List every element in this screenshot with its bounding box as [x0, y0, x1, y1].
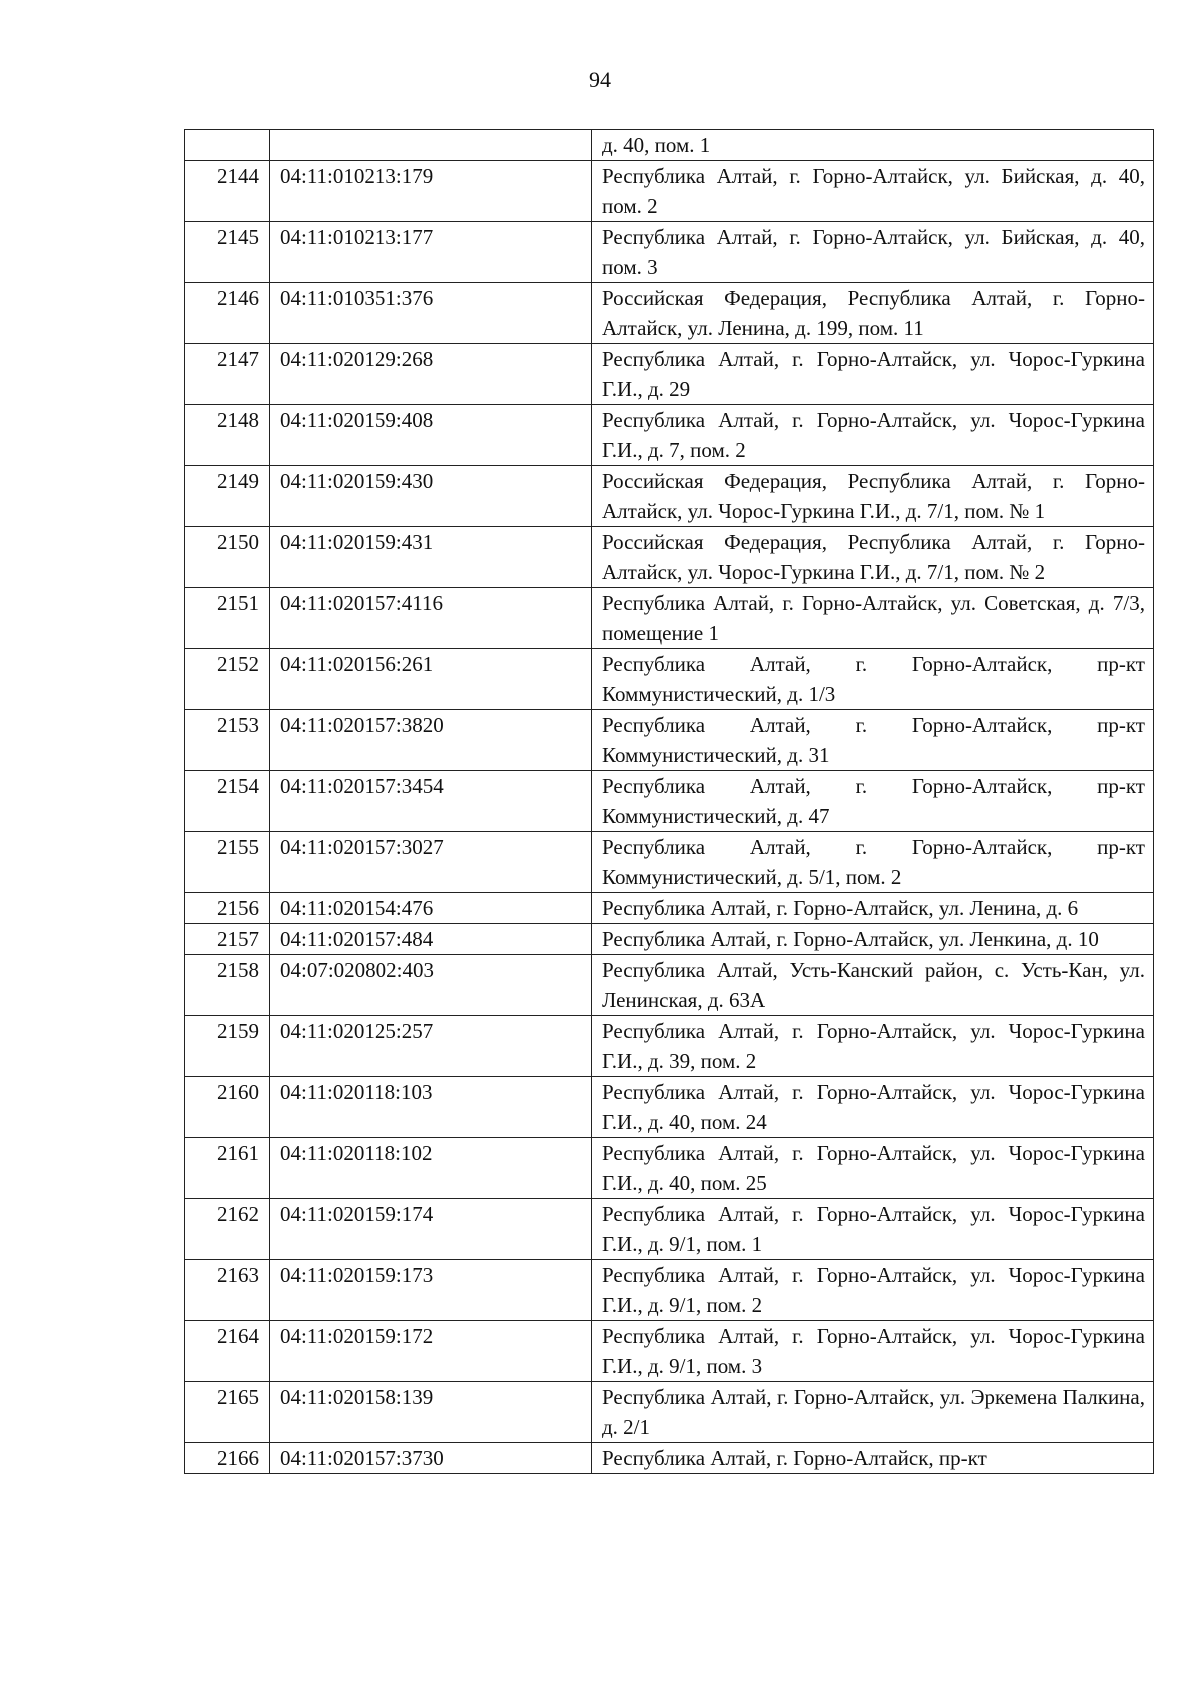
- property-address: Российская Федерация, Республика Алтай, г. Горно-Алтайск, ул. Чорос-Гуркина Г.И., д. 7/1, пом. № 1: [592, 466, 1154, 527]
- cadastral-number: 04:07:020802:403: [270, 955, 592, 1016]
- property-address: Российская Федерация, Республика Алтай, г. Горно-Алтайск, ул. Ленина, д. 199, пом. 11: [592, 283, 1154, 344]
- cadastral-number: 04:11:020158:139: [270, 1382, 592, 1443]
- cadastral-number: [270, 130, 592, 161]
- table-row: [185, 161, 1154, 222]
- property-address: Республика Алтай, г. Горно-Алтайск, пр-кт Коммунистический, д. 1/3: [592, 649, 1154, 710]
- cadastral-number: 04:11:020157:4116: [270, 588, 592, 649]
- page-number: 94: [589, 67, 611, 92]
- property-address: Российская Федерация, Республика Алтай, г. Горно-Алтайск, ул. Чорос-Гуркина Г.И., д. 7/1, пом. № 2: [592, 527, 1154, 588]
- cadastral-number: 04:11:020154:476: [270, 893, 592, 924]
- row-number: 2157: [185, 924, 270, 955]
- table-row: [185, 588, 1154, 649]
- property-address: Республика Алтай, г. Горно-Алтайск, ул. Советская, д. 7/3, помещение 1: [592, 588, 1154, 649]
- table-row: [185, 1382, 1154, 1443]
- row-number: 2146: [185, 283, 270, 344]
- row-number: 2147: [185, 344, 270, 405]
- property-address: Республика Алтай, г. Горно-Алтайск, ул. Эркемена Палкина, д. 2/1: [592, 1382, 1154, 1443]
- row-number: 2155: [185, 832, 270, 893]
- table-row: [185, 1443, 1154, 1474]
- cadastral-number: 04:11:020118:103: [270, 1077, 592, 1138]
- table-row: [185, 283, 1154, 344]
- cadastral-number: 04:11:020118:102: [270, 1138, 592, 1199]
- cadastral-number: 04:11:020125:257: [270, 1016, 592, 1077]
- row-number: 2159: [185, 1016, 270, 1077]
- row-number: 2160: [185, 1077, 270, 1138]
- cadastral-number: 04:11:010213:177: [270, 222, 592, 283]
- row-number: 2165: [185, 1382, 270, 1443]
- table-row: [185, 1077, 1154, 1138]
- row-number: 2145: [185, 222, 270, 283]
- property-address: Республика Алтай, г. Горно-Алтайск, ул. Чорос-Гуркина Г.И., д. 40, пом. 25: [592, 1138, 1154, 1199]
- row-number: 2158: [185, 955, 270, 1016]
- cadastral-number: 04:11:020129:268: [270, 344, 592, 405]
- row-number: 2154: [185, 771, 270, 832]
- registry-table-body: [185, 130, 1154, 1474]
- cadastral-number: 04:11:020157:3454: [270, 771, 592, 832]
- table-row: [185, 130, 1154, 161]
- property-address: Республика Алтай, г. Горно-Алтайск, пр-кт Коммунистический, д. 5/1, пом. 2: [592, 832, 1154, 893]
- table-row: [185, 405, 1154, 466]
- cadastral-number: 04:11:020159:174: [270, 1199, 592, 1260]
- cadastral-number: 04:11:020157:3730: [270, 1443, 592, 1474]
- property-address: д. 40, пом. 1: [592, 130, 1154, 161]
- cadastral-number: 04:11:020156:261: [270, 649, 592, 710]
- row-number: 2164: [185, 1321, 270, 1382]
- property-address: Республика Алтай, г. Горно-Алтайск, ул. Чорос-Гуркина Г.И., д. 9/1, пом. 1: [592, 1199, 1154, 1260]
- row-number: 2161: [185, 1138, 270, 1199]
- row-number: 2162: [185, 1199, 270, 1260]
- cadastral-number: 04:11:010351:376: [270, 283, 592, 344]
- row-number: 2150: [185, 527, 270, 588]
- cadastral-number: 04:11:020159:172: [270, 1321, 592, 1382]
- row-number: [185, 130, 270, 161]
- property-address: Республика Алтай, г. Горно-Алтайск, пр-кт Коммунистический, д. 47: [592, 771, 1154, 832]
- property-address: Республика Алтай, г. Горно-Алтайск, ул. Ленкина, д. 10: [592, 924, 1154, 955]
- cadastral-number: 04:11:010213:179: [270, 161, 592, 222]
- row-number: 2152: [185, 649, 270, 710]
- property-address: Республика Алтай, г. Горно-Алтайск, ул. Чорос-Гуркина Г.И., д. 29: [592, 344, 1154, 405]
- table-row: [185, 1199, 1154, 1260]
- property-address: Республика Алтай, г. Горно-Алтайск, ул. Чорос-Гуркина Г.И., д. 40, пом. 24: [592, 1077, 1154, 1138]
- table-row: [185, 527, 1154, 588]
- table-row: [185, 1321, 1154, 1382]
- property-address: Республика Алтай, г. Горно-Алтайск, пр-кт Коммунистический, д. 31: [592, 710, 1154, 771]
- table-row: [185, 1138, 1154, 1199]
- table-row: [185, 222, 1154, 283]
- cadastral-number: 04:11:020159:408: [270, 405, 592, 466]
- property-address: Республика Алтай, г. Горно-Алтайск, ул. Чорос-Гуркина Г.И., д. 9/1, пом. 2: [592, 1260, 1154, 1321]
- property-address: Республика Алтай, г. Горно-Алтайск, пр-кт: [592, 1443, 1154, 1474]
- table-row: [185, 955, 1154, 1016]
- table-row: [185, 893, 1154, 924]
- table-row: [185, 466, 1154, 527]
- property-address: Республика Алтай, Усть-Канский район, с. Усть-Кан, ул. Ленинская, д. 63А: [592, 955, 1154, 1016]
- cadastral-number: 04:11:020157:3027: [270, 832, 592, 893]
- property-registry-table: [184, 129, 1154, 1474]
- table-row: [185, 1016, 1154, 1077]
- row-number: 2163: [185, 1260, 270, 1321]
- property-address: Республика Алтай, г. Горно-Алтайск, ул. Чорос-Гуркина Г.И., д. 9/1, пом. 3: [592, 1321, 1154, 1382]
- table-row: [185, 771, 1154, 832]
- cadastral-number: 04:11:020159:173: [270, 1260, 592, 1321]
- table-row: [185, 344, 1154, 405]
- cadastral-number: 04:11:020159:431: [270, 527, 592, 588]
- table-row: [185, 710, 1154, 771]
- cadastral-number: 04:11:020157:484: [270, 924, 592, 955]
- property-address: Республика Алтай, г. Горно-Алтайск, ул. Бийская, д. 40, пом. 3: [592, 222, 1154, 283]
- row-number: 2149: [185, 466, 270, 527]
- cadastral-number: 04:11:020159:430: [270, 466, 592, 527]
- row-number: 2156: [185, 893, 270, 924]
- cadastral-number: 04:11:020157:3820: [270, 710, 592, 771]
- row-number: 2148: [185, 405, 270, 466]
- row-number: 2153: [185, 710, 270, 771]
- property-address: Республика Алтай, г. Горно-Алтайск, ул. Чорос-Гуркина Г.И., д. 7, пом. 2: [592, 405, 1154, 466]
- property-address: Республика Алтай, г. Горно-Алтайск, ул. Бийская, д. 40, пом. 2: [592, 161, 1154, 222]
- row-number: 2151: [185, 588, 270, 649]
- property-address: Республика Алтай, г. Горно-Алтайск, ул. Чорос-Гуркина Г.И., д. 39, пом. 2: [592, 1016, 1154, 1077]
- table-row: [185, 832, 1154, 893]
- table-row: [185, 924, 1154, 955]
- property-address: Республика Алтай, г. Горно-Алтайск, ул. Ленина, д. 6: [592, 893, 1154, 924]
- row-number: 2144: [185, 161, 270, 222]
- table-row: [185, 649, 1154, 710]
- row-number: 2166: [185, 1443, 270, 1474]
- table-row: [185, 1260, 1154, 1321]
